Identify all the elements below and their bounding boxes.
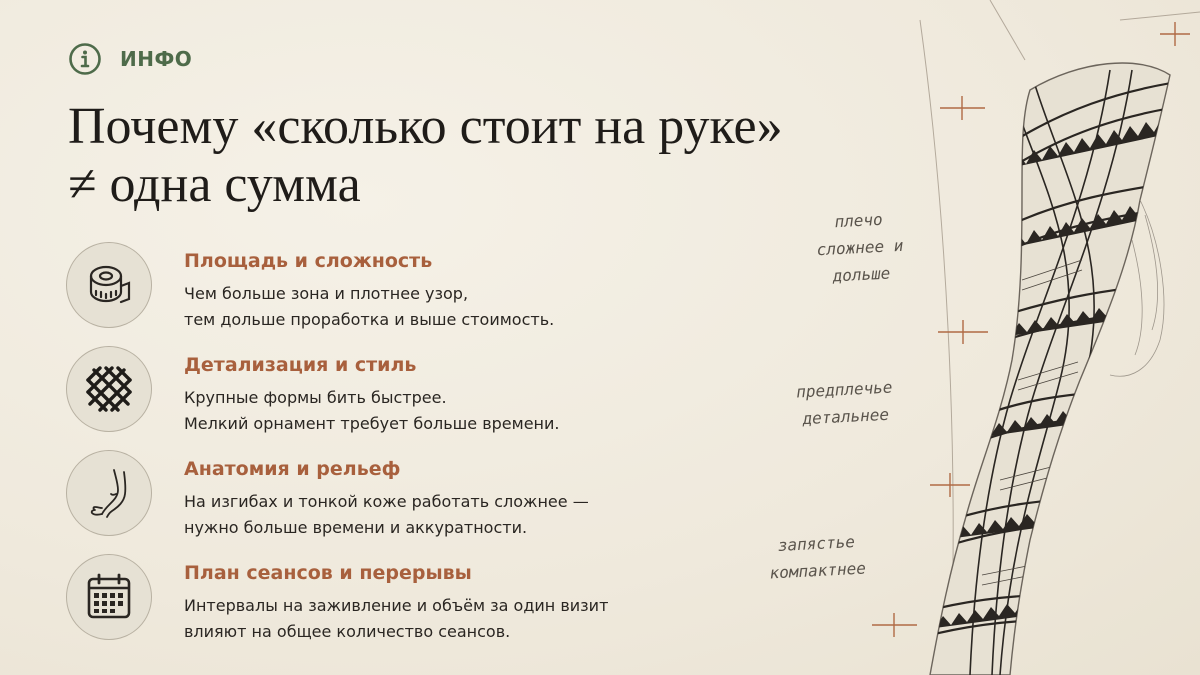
title-line-2: ≠ одна сумма: [68, 156, 361, 213]
item-line: нужно больше времени и аккуратности.: [184, 518, 528, 537]
info-tag: [68, 42, 192, 76]
item-description: [184, 593, 608, 645]
arm-icon: [80, 464, 138, 522]
measuring-tape-icon: [80, 256, 138, 314]
note-line: плечо: [834, 209, 884, 232]
list-item-detail: [66, 346, 666, 450]
note-forearm: [779, 373, 912, 434]
tag-label: ИНФО: [120, 47, 193, 71]
mesh-pattern-icon-wrap: [66, 346, 152, 432]
note-line: дольше: [832, 263, 891, 286]
item-line: На изгибах и тонкой коже работать сложнее —: [184, 492, 589, 511]
arm-icon-wrap: [66, 450, 152, 536]
item-line: Интервалы на заживление и объём за один визит: [184, 596, 609, 615]
item-line: Чем больше зона и плотнее узор,: [184, 284, 469, 303]
mesh-pattern-icon: [80, 360, 138, 418]
item-title: Детализация и стиль: [184, 354, 417, 376]
calendar-icon-wrap: [66, 554, 152, 640]
calendar-icon: [80, 568, 138, 626]
list-item-area: [66, 242, 666, 346]
item-title: Площадь и сложность: [184, 250, 433, 272]
factors-list: [66, 242, 666, 658]
item-line: влияют на общее количество сеансов.: [184, 622, 511, 641]
note-line: предплечье: [795, 377, 893, 402]
info-icon: [68, 42, 102, 76]
item-description: [184, 385, 560, 437]
note-wrist: [751, 527, 884, 588]
measuring-tape-icon-wrap: [66, 242, 152, 328]
list-item-anatomy: [66, 450, 666, 554]
note-line: запястье: [777, 532, 856, 556]
item-title: План сеансов и перерывы: [184, 562, 472, 584]
item-description: [184, 281, 554, 333]
note-shoulder: [798, 204, 922, 291]
list-item-sessions: [66, 554, 666, 658]
note-line: компактнее: [769, 558, 867, 583]
note-line: детальнее: [801, 404, 890, 429]
item-title: Анатомия и рельеф: [184, 458, 401, 480]
note-line: сложнее и: [816, 235, 904, 260]
item-line: Крупные формы бить быстрее.: [184, 388, 447, 407]
item-line: Мелкий орнамент требует больше времени.: [184, 414, 560, 433]
item-description: [184, 489, 589, 541]
title-line-1: Почему «сколько стоит на руке»: [68, 98, 783, 155]
item-line: тем дольше проработка и выше стоимость.: [184, 310, 555, 329]
